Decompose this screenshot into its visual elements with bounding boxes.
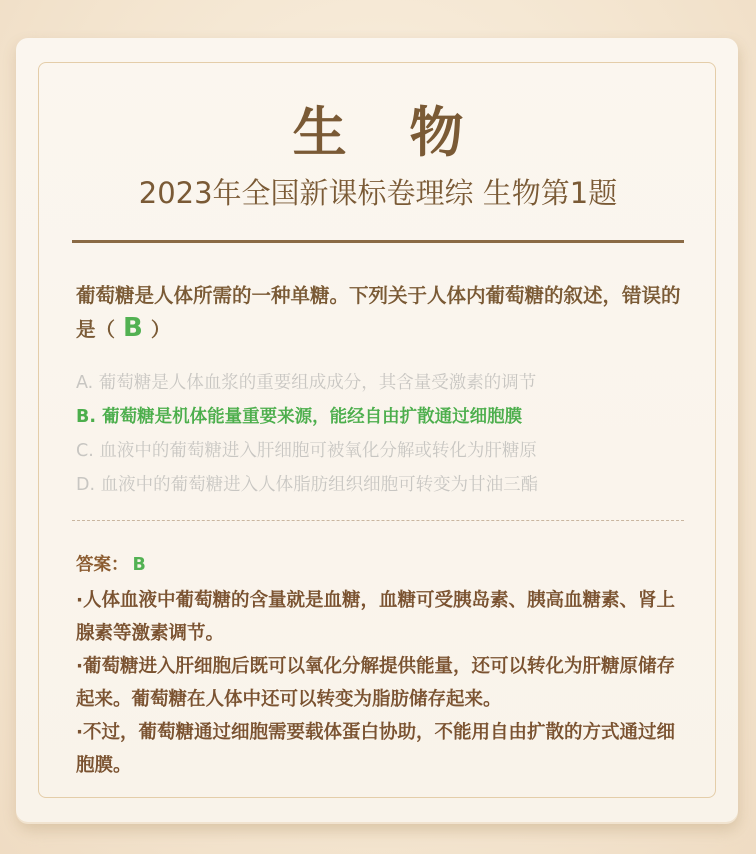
- answer-label: 答案：: [76, 555, 129, 575]
- exam-title: 2023年全国新课标卷理综 生物第1题: [138, 176, 618, 210]
- explanation: [76, 584, 690, 782]
- option-a: A. 葡萄糖是人体血浆的重要组成成分，其含量受激素的调节: [76, 373, 537, 393]
- explanation-point-1: ·人体血液中葡萄糖的含量就是血糖，血糖可受胰岛素、胰高血糖素、肾上腺素等激素调节。: [76, 590, 676, 644]
- question-close-paren: ）: [150, 318, 171, 341]
- question-text: 葡萄糖是人体所需的一种单糖。下列关于人体内葡萄糖的叙述，错误的是（: [76, 284, 681, 341]
- option-c: C. 血液中的葡萄糖进入肝细胞可被氧化分解或转化为肝糖原: [76, 441, 537, 461]
- inline-answer: B: [123, 313, 143, 343]
- explanation-point-2: ·葡萄糖进入肝细胞后既可以氧化分解提供能量，还可以转化为肝糖原储存起来。葡萄糖在人体中还可以转变为脂肪储存起来。: [76, 656, 676, 710]
- answer-value: B: [132, 555, 146, 575]
- dashed-divider: [72, 520, 684, 521]
- answer-row: [76, 550, 146, 580]
- option-list: [76, 366, 696, 502]
- option-d: D. 血液中的葡萄糖进入人体脂肪组织细胞可转变为甘油三酯: [76, 475, 539, 495]
- title-divider: [72, 240, 684, 243]
- subject-title: 生 物: [292, 101, 486, 164]
- option-b: B. 葡萄糖是机体能量重要来源，能经自由扩散通过细胞膜: [76, 407, 523, 427]
- explanation-point-3: ·不过，葡萄糖通过细胞需要载体蛋白协助，不能用自由扩散的方式通过细胞膜。: [76, 722, 676, 776]
- question-stem: [76, 280, 688, 346]
